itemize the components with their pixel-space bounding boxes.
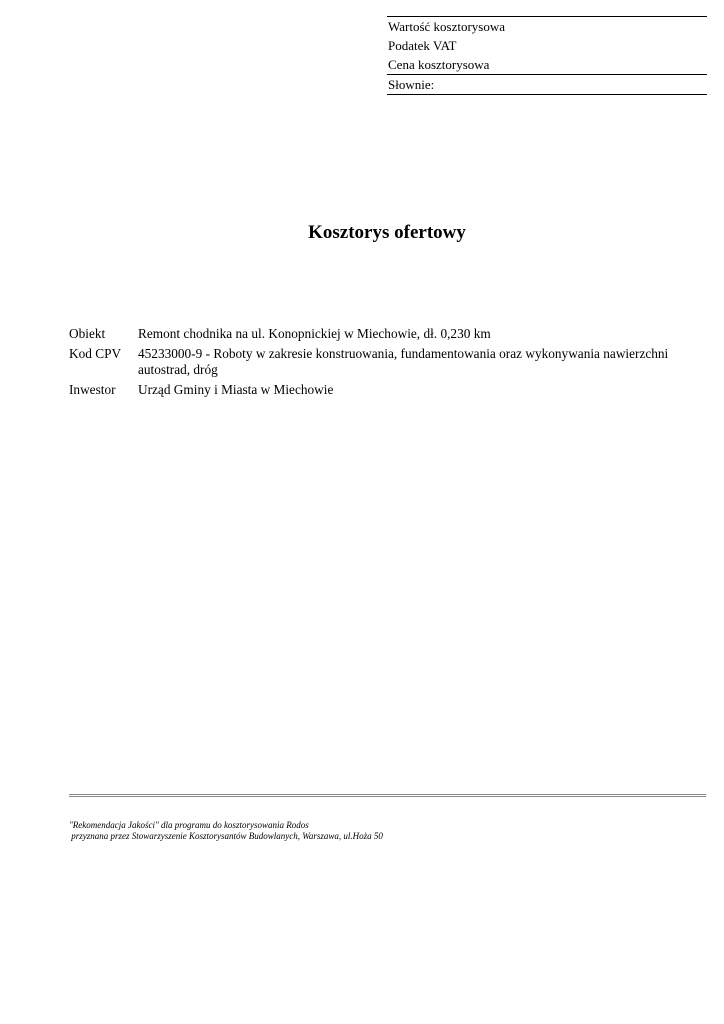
detail-label-investor: Inwestor [69, 382, 116, 397]
footer-note [69, 820, 383, 842]
detail-row-object [69, 326, 709, 342]
cost-summary-box [387, 16, 707, 95]
footer-note-line-2: przyznana przez Stowarzyszenie Kosztorysantów Budowlanych, Warszawa, ul.Hoża 50 [69, 831, 383, 841]
detail-label-cpv: Kod CPV [69, 346, 122, 361]
detail-row-cpv [69, 342, 709, 378]
project-details-table [69, 326, 709, 398]
summary-row-estimated-value: Wartość kosztorysowa [388, 19, 506, 34]
detail-row-investor [69, 378, 709, 398]
detail-label-object: Obiekt [69, 326, 106, 341]
summary-bottom-rule [387, 94, 707, 95]
document-title: Kosztorys ofertowy [308, 222, 466, 243]
footer-note-line-1: "Rekomendacja Jakości" dla programu do kosztorysowania Rodos [69, 820, 309, 830]
detail-value-cpv: 45233000-9 - Roboty w zakresie konstruowania, fundamentowania oraz wykonywania nawierzchni autostrad, dróg [138, 346, 669, 377]
detail-value-investor: Urząd Gminy i Miasta w Miechowie [138, 382, 334, 397]
footer-divider [69, 794, 706, 797]
summary-row-in-words: Słownie: [388, 77, 435, 92]
detail-value-object: Remont chodnika na ul. Konopnickiej w Miechowie, dł. 0,230 km [138, 326, 491, 341]
summary-row-estimated-price: Cena kosztorysowa [388, 57, 490, 72]
summary-row-vat: Podatek VAT [388, 38, 457, 53]
